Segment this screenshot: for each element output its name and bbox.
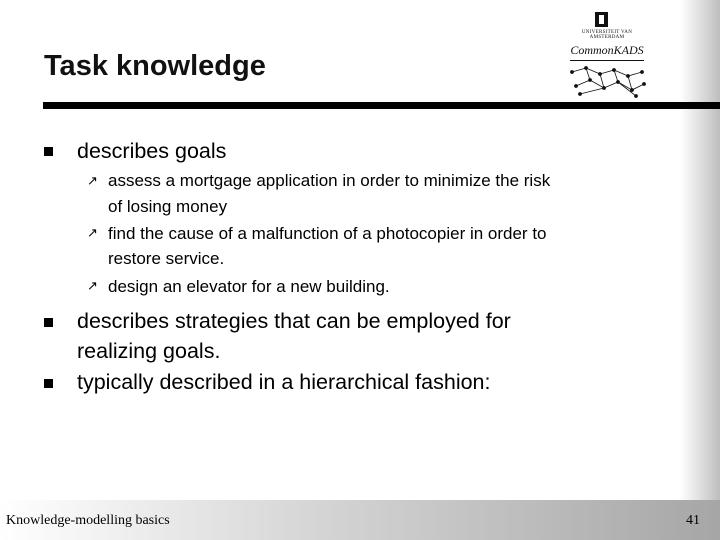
bullet-square-icon	[44, 379, 53, 388]
sub-bullet-arrow-icon: ↗	[87, 278, 98, 293]
sub-bullet-1-line-1: assess a mortgage application in order to minimize the risk	[108, 171, 551, 190]
sub-bullet-2-line-1: find the cause of a malfunction of a photocopier in order to	[108, 224, 547, 243]
sub-bullet-2-line-2: restore service.	[108, 249, 225, 268]
bullet-1-line-1: describes goals	[77, 139, 227, 163]
bullet-square-icon	[44, 318, 53, 327]
page-number: 41	[686, 513, 700, 528]
footer-title: Knowledge-modelling basics	[6, 513, 170, 528]
logo-university-text: UNIVERSITEIT VAN AMSTERDAM	[581, 30, 633, 40]
sub-bullet-1-line-2: of losing money	[108, 197, 228, 216]
sub-bullet-arrow-icon: ↗	[87, 173, 98, 188]
commonkads-logo	[566, 10, 648, 98]
logo-divider	[570, 60, 644, 61]
slide-title: Task knowledge	[44, 50, 266, 82]
logo-brand-text: CommonKADS	[570, 43, 644, 57]
bullet-3-line-1: typically described in a hierarchical fashion:	[77, 370, 491, 394]
bullet-2-line-2: realizing goals.	[77, 339, 221, 363]
sub-bullet-3-line-1: design an elevator for a new building.	[108, 277, 390, 296]
network-graph-icon	[566, 62, 648, 98]
uva-shield-icon	[595, 12, 608, 27]
bullet-2-line-1: describes strategies that can be employed for	[77, 309, 511, 333]
slide-shadow-right	[680, 0, 720, 500]
title-rule	[43, 102, 720, 109]
bullet-square-icon	[44, 147, 53, 156]
sub-bullet-arrow-icon: ↗	[87, 225, 98, 240]
